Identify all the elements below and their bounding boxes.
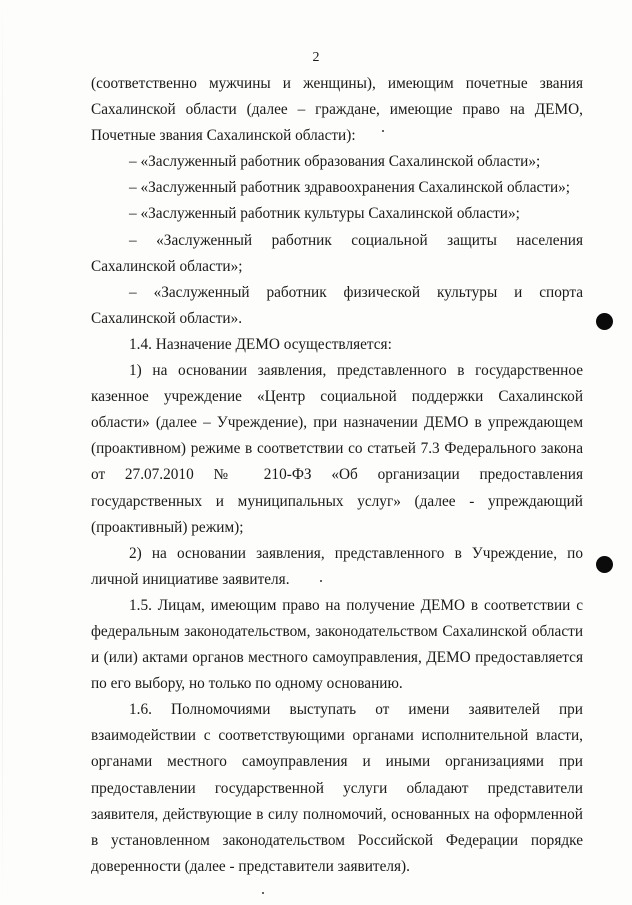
- scan-speck: [262, 892, 264, 894]
- clause-1-4-item-1: 1) на основании заявления, представленного в государственное казенное учреждение «Центр социальной поддержки Сахалинской области» (далее – Учреждение), при назначении ДЕМО в упреждающем (проактивном) режиме в соответствии со статьей 7.3 Федерального закона от 27.07.2010 № 210-ФЗ «Об организации предоставления государственных и муниципальных услуг» (далее - упреждающий (проактивный) режим);: [91, 362, 583, 536]
- list-item-education: – «Заслуженный работник образования Сахалинской области»;: [129, 153, 541, 171]
- paragraph-honorary-titles-intro: (соответственно мужчины и женщины), имеющим почетные звания Сахалинской области (далее – граждане, имеющие право на ДЕМО, Почетные звания Сахалинской области):: [91, 75, 583, 145]
- list-item-physical-culture: – «Заслуженный работник физической культуры и спорта Сахалинской области».: [91, 283, 583, 327]
- document-body: [91, 71, 583, 880]
- clause-1-4: 1.4. Назначение ДЕМО осуществляется:: [129, 335, 392, 353]
- page-number: 2: [312, 50, 320, 65]
- punch-hole: [596, 313, 613, 330]
- scan-edge-shadow: [2, 0, 3, 905]
- scan-speck: [320, 580, 322, 582]
- clause-1-4-item-2: 2) на основании заявления, представленного в Учреждение, по личной инициативе заявителя.: [91, 544, 583, 588]
- list-item-culture: – «Заслуженный работник культуры Сахалинской области»;: [129, 205, 520, 223]
- list-item-social-protection: – «Заслуженный работник социальной защиты населения Сахалинской области»;: [91, 231, 583, 275]
- punch-hole: [596, 556, 613, 573]
- scan-speck: [382, 130, 384, 132]
- clause-1-5: 1.5. Лицам, имеющим право на получение ДЕМО в соответствии с федеральным законодательством, законодательством Сахалинской области и (или) актами органов местного самоуправления, ДЕМО предоставляется по его выбору, но только по одному основанию.: [91, 596, 583, 693]
- list-item-healthcare: – «Заслуженный работник здравоохранения Сахалинской области»;: [129, 179, 571, 197]
- clause-1-6: 1.6. Полномочиями выступать от имени заявителей при взаимодействии с соответствующими органами исполнительной власти, органами местного самоуправления и иными организациями при предоставлении государственной услуги обладают представители заявителя, действующие в силу полномочий, основанных на оформленной в установленном законодательством Российской Федерации порядке доверенности (далее - представители заявителя).: [91, 701, 583, 875]
